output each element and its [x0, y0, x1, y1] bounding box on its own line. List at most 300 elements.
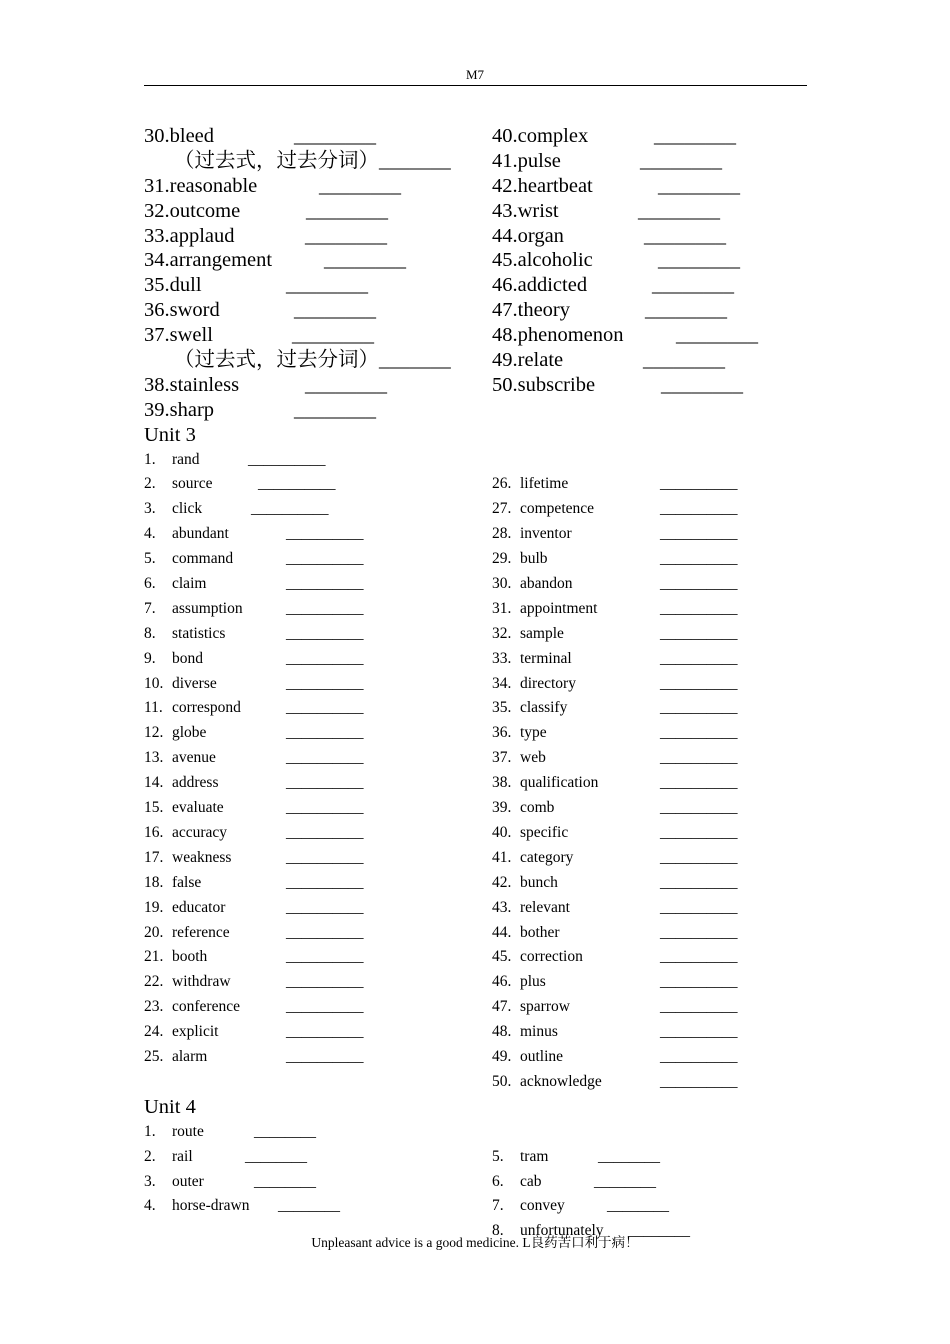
- vocab-row: [492, 547, 812, 572]
- unit-4-heading-spacer: [492, 1120, 812, 1145]
- item-number: 13.: [144, 749, 164, 767]
- item-number: 16.: [144, 823, 164, 841]
- vocab-word: statistics: [172, 624, 226, 642]
- vocab-row: [492, 846, 812, 871]
- answer-blank: ________: [658, 174, 740, 197]
- item-number: 4.: [144, 1197, 156, 1215]
- vocab-row: [144, 672, 474, 697]
- vocab-word: 33.applaud: [144, 224, 235, 247]
- vocab-row: [492, 1194, 812, 1219]
- vocab-word: terminal: [520, 649, 572, 667]
- vocab-word: claim: [172, 575, 207, 593]
- answer-blank: __________: [660, 848, 738, 866]
- vocab-row: [492, 871, 812, 896]
- answer-blank: __________: [660, 550, 738, 568]
- answer-blank: __________: [286, 973, 364, 991]
- vocab-row: [144, 1145, 474, 1170]
- answer-blank: __________: [660, 799, 738, 817]
- page-footer: Unpleasant advice is a good medicine. L良药苦口利于病！: [311, 1235, 639, 1250]
- vocab-row: [144, 796, 474, 821]
- answer-blank: ________: [305, 373, 387, 396]
- vocab-word: 40.complex: [492, 125, 589, 147]
- vocab-word: reference: [172, 923, 230, 941]
- answer-blank: __________: [248, 450, 326, 468]
- vocab-row: [144, 298, 474, 323]
- vocab-word: bond: [172, 649, 203, 667]
- vocab-row: [144, 896, 474, 921]
- item-number: 31.: [492, 599, 512, 617]
- vocab-row: [144, 597, 474, 622]
- vocab-word: rand: [172, 450, 200, 468]
- vocab-row: [144, 821, 474, 846]
- answer-blank: __________: [660, 998, 738, 1016]
- answer-blank: __________: [660, 749, 738, 767]
- vocab-word: 42.heartbeat: [492, 174, 593, 197]
- item-number: 30.: [492, 575, 512, 593]
- vocab-word: 46.addicted: [492, 274, 588, 297]
- item-number: 46.: [492, 973, 512, 991]
- vocab-word: abundant: [172, 525, 229, 543]
- vocab-row: [492, 921, 812, 946]
- item-number: 2.: [144, 1147, 156, 1165]
- answer-blank: ________: [254, 1122, 316, 1140]
- vocab-row: [492, 472, 812, 497]
- vocab-row: [492, 522, 812, 547]
- vocab-word: 41.pulse: [492, 149, 561, 172]
- vocab-row: [492, 1070, 812, 1095]
- answer-blank: __________: [286, 948, 364, 966]
- item-number: 21.: [144, 948, 164, 966]
- answer-blank: __________: [660, 823, 738, 841]
- unit-3-heading: Unit 3: [144, 423, 196, 446]
- vocab-word: 45.alcoholic: [492, 249, 593, 272]
- vocab-row: [492, 896, 812, 921]
- vocab-word: unfortunately: [520, 1222, 604, 1240]
- vocab-word: 48.phenomenon: [492, 324, 624, 347]
- vocab-word: false: [172, 873, 202, 891]
- vocab-word: 39.sharp: [144, 398, 215, 421]
- vocab-row: [144, 547, 474, 572]
- vocab-row: [144, 174, 474, 199]
- answer-blank: __________: [286, 1023, 364, 1041]
- vocab-row: [144, 273, 474, 298]
- item-number: 49.: [492, 1047, 512, 1065]
- vocab-word: avenue: [172, 749, 216, 767]
- vocab-word: type: [520, 724, 547, 742]
- item-number: 6.: [144, 575, 156, 593]
- answer-blank: ________: [305, 224, 387, 247]
- item-number: 22.: [144, 973, 164, 991]
- answer-blank: ________: [292, 324, 374, 347]
- vocab-word: inventor: [520, 525, 572, 543]
- vocab-word: 30.bleed: [144, 125, 215, 147]
- answer-blank: __________: [660, 575, 738, 593]
- answer-blank: ________: [652, 274, 734, 297]
- vocab-row: [492, 174, 812, 199]
- item-number: 35.: [492, 699, 512, 717]
- vocab-row: [492, 497, 812, 522]
- answer-blank: ________: [245, 1147, 307, 1165]
- item-number: 4.: [144, 525, 156, 543]
- vocab-word: convey: [520, 1197, 565, 1215]
- item-number: 28.: [492, 525, 512, 543]
- vocab-row: [492, 721, 812, 746]
- vocab-word: assumption: [172, 599, 243, 617]
- item-number: 7.: [144, 599, 156, 617]
- vocab-row: [492, 348, 812, 373]
- vocab-row: [144, 871, 474, 896]
- vocab-row: [144, 124, 474, 149]
- item-number: 36.: [492, 724, 512, 742]
- vocab-row: [144, 224, 474, 249]
- answer-blank: ________: [278, 1197, 340, 1215]
- vocab-row: [144, 1194, 474, 1219]
- vocab-row: [492, 298, 812, 323]
- answer-blank: __________: [660, 1023, 738, 1041]
- answer-blank: __________: [660, 500, 738, 518]
- vocab-word: lifetime: [520, 475, 569, 493]
- answer-blank: __________: [660, 873, 738, 891]
- vocab-word: bother: [520, 923, 560, 941]
- item-number: 47.: [492, 998, 512, 1016]
- vocab-row: [144, 721, 474, 746]
- item-number: 39.: [492, 799, 512, 817]
- header-rule: [144, 85, 807, 86]
- answer-blank: __________: [286, 624, 364, 642]
- vocab-word: directory: [520, 674, 576, 692]
- answer-blank: ________: [254, 1172, 316, 1190]
- vocab-row: [144, 1170, 474, 1195]
- answer-blank: _______: [379, 349, 451, 372]
- vocab-row: [144, 497, 474, 522]
- answer-blank: __________: [258, 475, 336, 493]
- answer-blank: __________: [660, 948, 738, 966]
- item-number: 3.: [144, 1172, 156, 1190]
- item-number: 45.: [492, 948, 512, 966]
- vocab-row: [492, 696, 812, 721]
- vocab-word: 43.wrist: [492, 199, 559, 222]
- answer-blank: ________: [306, 199, 388, 222]
- vocab-word: bunch: [520, 873, 558, 891]
- answer-blank: __________: [286, 674, 364, 692]
- answer-blank: ________: [645, 299, 727, 322]
- item-number: 37.: [492, 749, 512, 767]
- answer-blank: ________: [658, 249, 740, 272]
- answer-blank: ________: [661, 373, 743, 396]
- answer-blank: ________: [594, 1172, 656, 1190]
- vocab-word: abandon: [520, 575, 573, 593]
- item-number: 2.: [144, 475, 156, 493]
- spacer-row: [492, 423, 812, 448]
- vocab-word: route: [172, 1122, 204, 1140]
- answer-blank: __________: [286, 724, 364, 742]
- vocab-row: [492, 124, 812, 149]
- answer-blank: __________: [660, 624, 738, 642]
- item-number: 14.: [144, 774, 164, 792]
- item-number: 1.: [144, 450, 156, 468]
- answer-blank: ________: [324, 249, 406, 272]
- vocab-word: 32.outcome: [144, 199, 241, 222]
- answer-blank: __________: [660, 774, 738, 792]
- item-number: 50.: [492, 1072, 512, 1090]
- item-number: 8.: [144, 624, 156, 642]
- vocab-row: [144, 248, 474, 273]
- item-number: 5.: [492, 1147, 504, 1165]
- vocab-row: [492, 771, 812, 796]
- vocab-word: correction: [520, 948, 583, 966]
- vocab-word: 50.subscribe: [492, 373, 596, 396]
- vocab-word: minus: [520, 1023, 558, 1041]
- vocab-word: accuracy: [172, 823, 228, 841]
- item-number: 19.: [144, 898, 164, 916]
- vocab-word: 38.stainless: [144, 373, 240, 396]
- unit-4-heading: Unit 4: [144, 1095, 196, 1118]
- answer-blank: __________: [286, 823, 364, 841]
- tense-note: （过去式，过去分词）: [174, 349, 379, 372]
- answer-blank: __________: [660, 699, 738, 717]
- answer-blank: __________: [286, 599, 364, 617]
- section-gap: [492, 1095, 812, 1120]
- vocab-row: [144, 373, 474, 398]
- vocab-word: educator: [172, 898, 226, 916]
- unit-3-heading-spacer: [492, 448, 812, 473]
- vocab-row: [144, 696, 474, 721]
- answer-blank: __________: [660, 599, 738, 617]
- vocab-word: acknowledge: [520, 1072, 602, 1090]
- vocab-row: [144, 746, 474, 771]
- vocab-row: [144, 622, 474, 647]
- answer-blank: __________: [286, 1047, 364, 1065]
- answer-blank: __________: [286, 749, 364, 767]
- vocab-row: [492, 647, 812, 672]
- vocab-word: qualification: [520, 774, 599, 792]
- answer-blank: __________: [286, 799, 364, 817]
- answer-blank: __________: [660, 724, 738, 742]
- vocab-word: outer: [172, 1172, 204, 1190]
- answer-blank: __________: [251, 500, 329, 518]
- answer-blank: __________: [660, 649, 738, 667]
- vocab-row: [492, 746, 812, 771]
- item-number: 24.: [144, 1023, 164, 1041]
- answer-blank: ________: [644, 224, 726, 247]
- answer-blank: __________: [286, 575, 364, 593]
- vocab-row: [144, 970, 474, 995]
- answer-blank: ________: [640, 149, 722, 172]
- vocab-word: withdraw: [172, 973, 231, 991]
- item-number: 1.: [144, 1122, 156, 1140]
- item-number: 34.: [492, 674, 512, 692]
- vocab-word: 47.theory: [492, 299, 570, 322]
- vocab-row: [492, 821, 812, 846]
- vocab-row: [492, 970, 812, 995]
- vocab-word: globe: [172, 724, 207, 742]
- left-column: [144, 124, 474, 1219]
- item-number: 12.: [144, 724, 164, 742]
- vocab-row: [492, 1020, 812, 1045]
- vocab-note-row: [144, 149, 474, 174]
- vocab-row: [144, 945, 474, 970]
- vocab-word: correspond: [172, 699, 241, 717]
- vocab-word: 44.organ: [492, 224, 564, 247]
- item-number: 48.: [492, 1023, 512, 1041]
- vocab-row: [492, 995, 812, 1020]
- vocab-word: appointment: [520, 599, 598, 617]
- vocab-row: [492, 796, 812, 821]
- answer-blank: __________: [286, 898, 364, 916]
- vocab-row: [144, 647, 474, 672]
- item-number: 6.: [492, 1172, 504, 1190]
- vocab-word: sparrow: [520, 998, 570, 1016]
- item-number: 18.: [144, 873, 164, 891]
- item-number: 23.: [144, 998, 164, 1016]
- item-number: 8.: [492, 1222, 504, 1240]
- answer-blank: ________: [638, 199, 720, 222]
- vocab-word: outline: [520, 1047, 564, 1065]
- answer-blank: __________: [660, 898, 738, 916]
- item-number: 26.: [492, 475, 512, 493]
- answer-blank: __________: [660, 1047, 738, 1065]
- vocab-row: [144, 1045, 474, 1070]
- answer-blank: ________: [607, 1197, 669, 1215]
- answer-blank: ________: [628, 1222, 690, 1240]
- vocab-word: classify: [520, 699, 568, 717]
- vocab-row: [492, 224, 812, 249]
- answer-blank: ________: [286, 274, 368, 297]
- vocab-word: source: [172, 475, 213, 493]
- item-number: 9.: [144, 649, 156, 667]
- vocab-row: [144, 199, 474, 224]
- answer-blank: __________: [286, 550, 364, 568]
- vocab-word: web: [520, 749, 546, 767]
- item-number: 42.: [492, 873, 512, 891]
- item-number: 15.: [144, 799, 164, 817]
- vocab-note-row: [144, 348, 474, 373]
- vocab-row: [492, 1170, 812, 1195]
- answer-blank: ________: [643, 349, 725, 372]
- vocab-word: relevant: [520, 898, 570, 916]
- item-number: 44.: [492, 923, 512, 941]
- vocab-row: [492, 672, 812, 697]
- vocab-row: [492, 248, 812, 273]
- vocab-row: [492, 323, 812, 348]
- vocab-word: evaluate: [172, 799, 224, 817]
- item-number: 38.: [492, 774, 512, 792]
- item-number: 43.: [492, 898, 512, 916]
- vocab-row: [492, 149, 812, 174]
- vocab-word: 49.relate: [492, 349, 564, 372]
- vocab-word: 35.dull: [144, 274, 202, 297]
- vocab-word: bulb: [520, 550, 548, 568]
- vocab-row: [492, 199, 812, 224]
- item-number: 7.: [492, 1197, 504, 1215]
- item-number: 3.: [144, 500, 156, 518]
- tense-note: （过去式，过去分词）: [174, 149, 379, 172]
- section-gap: [144, 1070, 474, 1095]
- vocab-word: horse-drawn: [172, 1197, 250, 1215]
- spacer-row: [492, 398, 812, 423]
- vocab-row: [144, 995, 474, 1020]
- vocab-row: [144, 472, 474, 497]
- vocab-word: booth: [172, 948, 208, 966]
- vocab-row: [492, 1045, 812, 1070]
- vocab-word: click: [172, 500, 203, 518]
- answer-blank: __________: [286, 699, 364, 717]
- item-number: 41.: [492, 848, 512, 866]
- vocab-word: alarm: [172, 1047, 208, 1065]
- vocab-word: rail: [172, 1147, 193, 1165]
- vocab-row: [492, 597, 812, 622]
- vocab-word: command: [172, 550, 234, 568]
- vocab-row: [144, 448, 474, 473]
- vocab-row: [144, 1020, 474, 1045]
- vocab-word: competence: [520, 500, 595, 518]
- vocab-word: 34.arrangement: [144, 249, 273, 272]
- vocab-row: [492, 1145, 812, 1170]
- vocab-word: sample: [520, 624, 564, 642]
- answer-blank: __________: [286, 923, 364, 941]
- answer-blank: ________: [598, 1147, 660, 1165]
- vocab-row: [144, 522, 474, 547]
- vocab-row: [144, 921, 474, 946]
- vocab-word: category: [520, 848, 574, 866]
- answer-blank: ________: [294, 398, 376, 421]
- vocab-row: [492, 373, 812, 398]
- vocab-word: address: [172, 774, 219, 792]
- item-number: 5.: [144, 550, 156, 568]
- answer-blank: __________: [286, 525, 364, 543]
- answer-blank: __________: [660, 674, 738, 692]
- vocab-row: [492, 273, 812, 298]
- vocab-word: 37.swell: [144, 324, 213, 347]
- vocab-word: 36.sword: [144, 299, 220, 322]
- vocab-row: [144, 846, 474, 871]
- item-number: 32.: [492, 624, 512, 642]
- answer-blank: __________: [286, 873, 364, 891]
- vocab-word: plus: [520, 973, 546, 991]
- item-number: 20.: [144, 923, 164, 941]
- answer-blank: __________: [286, 998, 364, 1016]
- item-number: 25.: [144, 1047, 164, 1065]
- vocab-word: comb: [520, 799, 555, 817]
- answer-blank: __________: [286, 649, 364, 667]
- vocab-row: [492, 572, 812, 597]
- answer-blank: ________: [294, 299, 376, 322]
- answer-blank: __________: [286, 848, 364, 866]
- vocab-row: [144, 771, 474, 796]
- answer-blank: __________: [660, 475, 738, 493]
- answer-blank: __________: [286, 774, 364, 792]
- item-number: 10.: [144, 674, 164, 692]
- item-number: 29.: [492, 550, 512, 568]
- vocab-row: [144, 323, 474, 348]
- vocab-row: [144, 398, 474, 423]
- vocab-word: 31.reasonable: [144, 174, 258, 197]
- item-number: 27.: [492, 500, 512, 518]
- answer-blank: __________: [660, 923, 738, 941]
- answer-blank: __________: [660, 1072, 738, 1090]
- item-number: 40.: [492, 823, 512, 841]
- vocab-word: weakness: [172, 848, 232, 866]
- vocab-row: [144, 1120, 474, 1145]
- vocab-row: [492, 622, 812, 647]
- answer-blank: ________: [676, 324, 758, 347]
- item-number: 33.: [492, 649, 512, 667]
- vocab-word: tram: [520, 1147, 549, 1165]
- answer-blank: _______: [379, 149, 451, 172]
- vocab-word: explicit: [172, 1023, 219, 1041]
- vocab-row: [492, 945, 812, 970]
- vocab-row: [144, 572, 474, 597]
